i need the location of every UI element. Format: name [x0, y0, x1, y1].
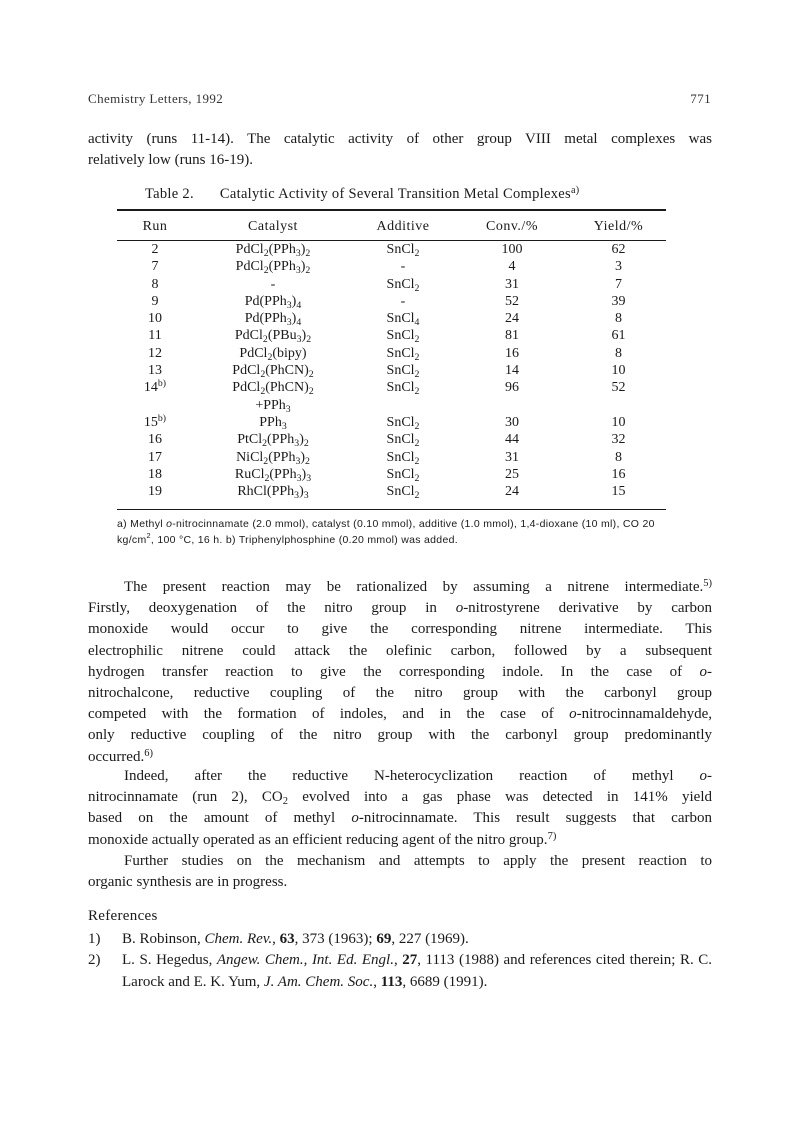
- col-additive: Additive: [376, 219, 430, 234]
- cell-additive: SnCl$_2$: [386, 276, 420, 294]
- cell-catalyst: $PdCl_2(PhCN)_2$: [232, 380, 314, 398]
- cell-conversion: 24: [505, 311, 519, 327]
- cell-catalyst: $RhCl(PPh_3)_3$: [237, 484, 309, 502]
- cell-conversion: 100: [501, 242, 523, 257]
- cell-catalyst: $PdCl_2(PPh_3)_2$: [235, 242, 311, 259]
- table-footnote: [117, 517, 666, 548]
- col-conversion: Conv./%: [486, 219, 538, 234]
- cell-yield: 10: [611, 363, 626, 379]
- text-line: occurred.$^{6)}$: [88, 747, 153, 765]
- cell-conversion: 96: [505, 380, 519, 396]
- table-row: [117, 362, 666, 379]
- table-row: [117, 397, 666, 414]
- table-row: [117, 379, 666, 396]
- paragraph-1: [88, 577, 712, 768]
- cell-additive: SnCl$_2$: [386, 345, 420, 363]
- text-line: monoxide would occur to give the corresponding nitrene intermediate. This: [88, 621, 712, 638]
- cell-yield: 61: [611, 328, 626, 344]
- cell-yield: 15: [611, 484, 626, 500]
- text-line: relatively low (runs 16-19).: [88, 152, 253, 169]
- table-row: [117, 276, 666, 293]
- table-row: [117, 483, 666, 500]
- table-row: [117, 345, 666, 362]
- text-line: competed with the formation of indoles, and in the case of o-nitrocinnamaldehyde,: [88, 706, 712, 723]
- catalyst-table: [117, 213, 666, 500]
- paragraph-3: [88, 851, 712, 893]
- cell-yield: [571, 397, 666, 414]
- cell-additive: -: [400, 293, 406, 309]
- table-row: [117, 449, 666, 466]
- cell-run: 16: [148, 432, 162, 448]
- cell-run: 14$^{b)}$: [143, 378, 167, 396]
- cell-catalyst: +PPh$_3$: [255, 397, 291, 415]
- intro-paragraph: [88, 129, 712, 171]
- cell-run: 12: [148, 345, 162, 361]
- cell-catalyst: $Pd(PPh_3)_4$: [244, 311, 302, 329]
- cell-yield: 3: [615, 259, 622, 275]
- cell-yield: 39: [611, 293, 626, 309]
- col-yield: Yield/%: [593, 219, 644, 234]
- cell-additive: -: [400, 259, 406, 275]
- cell-yield: 52: [611, 380, 626, 396]
- page-number: 771: [690, 91, 711, 106]
- cell-yield: 62: [611, 242, 626, 257]
- cell-catalyst: -: [270, 276, 276, 292]
- cell-run: [117, 397, 193, 414]
- table-title: Catalytic Activity of Several Transition Metal Complexes: [219, 186, 571, 202]
- cell-conversion: 52: [505, 293, 519, 309]
- paragraph-2: [88, 766, 712, 851]
- table-header-row: [117, 213, 666, 241]
- cell-yield: 8: [615, 311, 622, 327]
- cell-yield: 32: [611, 432, 626, 448]
- cell-conversion: 25: [505, 466, 519, 482]
- cell-conversion: [453, 397, 571, 414]
- text-line: nitrocinnamate (run 2), $CO_2$ evolved into a gas phase was detected in 141% yield: [88, 789, 712, 808]
- cell-run: 2: [151, 242, 159, 257]
- text-line: nitrochalcone, reductive coupling of the nitro group with the carbonyl group: [88, 685, 712, 702]
- cell-catalyst: $PdCl_2(PPh_3)_2$: [235, 259, 311, 277]
- cell-yield: 10: [611, 414, 626, 430]
- reference-text: B. Robinson, Chem. Rev., 63, 373 (1963); 69, 227 (1969).: [122, 931, 469, 947]
- cell-yield: 16: [611, 466, 626, 482]
- table-top-rule: [117, 209, 666, 211]
- cell-additive: SnCl$_2$: [386, 484, 420, 502]
- cell-run: 7: [151, 259, 159, 275]
- cell-yield: 8: [615, 345, 622, 361]
- cell-catalyst: $NiCl_2(PPh_3)_2$: [236, 449, 310, 467]
- reference-number: 1): [88, 931, 101, 947]
- table-caption: [145, 186, 579, 203]
- table-row: [117, 431, 666, 448]
- cell-additive: SnCl$_4$: [386, 311, 420, 329]
- cell-run: 10: [148, 311, 162, 327]
- cell-additive: [353, 397, 453, 414]
- reference-number: 2): [88, 952, 101, 968]
- text-line: hydrogen transfer reaction to give the corresponding indole. In the case of o-: [88, 663, 712, 680]
- cell-yield: 7: [615, 276, 622, 292]
- text-line: Firstly, deoxygenation of the nitro group in o-nitrostyrene derivative by carbon: [88, 600, 713, 617]
- cell-additive: SnCl$_2$: [386, 466, 420, 484]
- cell-run: 18: [148, 466, 162, 482]
- table-row: [117, 293, 666, 310]
- cell-additive: SnCl$_2$: [386, 432, 420, 450]
- reference-2: [88, 950, 712, 994]
- table-row: [117, 241, 666, 258]
- text-line: The present reaction may be rationalized by assuming a nitrene intermediate.$^{5)}$: [124, 578, 712, 595]
- table-number: Table 2.: [145, 186, 194, 202]
- cell-conversion: 16: [505, 345, 519, 361]
- cell-catalyst: $PtCl_2(PPh_3)_2$: [237, 432, 309, 450]
- table-row: [117, 414, 666, 431]
- cell-conversion: 44: [505, 432, 519, 448]
- col-catalyst: Catalyst: [248, 219, 298, 234]
- run-note: b): [157, 412, 167, 424]
- cell-additive: SnCl$_2$: [386, 414, 420, 432]
- text-line: monoxide actually operated as an efficient reducing agent of the nitro group.$^{7)}$: [88, 830, 557, 848]
- cell-additive: SnCl$_2$: [386, 449, 420, 467]
- cell-conversion: 81: [505, 328, 519, 344]
- text-line: Indeed, after the reductive N-heterocyclization reaction of methyl o-: [124, 768, 712, 784]
- cell-run: 11: [148, 328, 162, 344]
- cell-conversion: 24: [505, 484, 519, 500]
- cell-catalyst: $PdCl_2(PhCN)_2$: [232, 363, 314, 381]
- cell-catalyst: PdCl$_2$(bipy): [239, 345, 307, 363]
- text-line: organic synthesis are in progress.: [88, 874, 288, 891]
- cell-run: 15$^{b)}$: [143, 412, 167, 430]
- cell-run: 9: [151, 293, 159, 309]
- cell-conversion: 14: [505, 363, 519, 379]
- cell-conversion: 30: [505, 414, 519, 430]
- cell-run: 13: [148, 363, 162, 379]
- footnote-a: a) Methyl o-nitrocinnamate (2.0 mmol), catalyst (0.10 mmol), additive (1.0 mmol), 1,4-dioxane (10 ml), CO 20 $kg/cm^2$, 100 °C, 16 h.: [117, 518, 655, 546]
- table-row: [117, 327, 666, 344]
- footnote-b: b) Triphenylphosphine (0.20 mmol) was added.: [225, 533, 458, 546]
- table-row: [117, 310, 666, 327]
- text-line: Further studies on the mechanism and attempts to apply the present reaction to: [124, 853, 712, 869]
- cell-catalyst: $Pd(PPh_3)_4$: [244, 293, 302, 311]
- text-line: based on the amount of methyl o-nitrocinnamate. This result suggests that carbon: [88, 810, 712, 827]
- cell-additive: SnCl$_2$: [386, 380, 420, 398]
- cell-additive: SnCl$_2$: [386, 328, 420, 346]
- reference-text: L. S. Hegedus, Angew. Chem., Int. Ed. Engl., 27, 1113 (1988) and references cited therein; R. C. Larock and E. K. Yum, J. Am. Chem. Soc., 113, 6689 (1991).: [122, 952, 712, 990]
- cell-conversion: 31: [505, 276, 519, 292]
- table-row: [117, 466, 666, 483]
- col-run: Run: [142, 219, 168, 234]
- cell-additive: SnCl$_2$: [386, 363, 420, 381]
- cell-run: 8: [151, 276, 159, 292]
- cell-yield: 8: [615, 449, 622, 465]
- cell-run: 19: [148, 484, 162, 500]
- cell-catalyst: PPh$_3$: [259, 414, 287, 432]
- table-title-note: a): [570, 185, 580, 196]
- cell-conversion: 31: [505, 449, 519, 465]
- text-line: activity (runs 11-14). The catalytic activity of other group VIII metal complexes was: [88, 131, 712, 147]
- cell-catalyst: $PdCl_2(PBu_3)_2$: [234, 328, 312, 346]
- cell-additive: SnCl$_2$: [386, 242, 420, 259]
- cell-run: 17: [148, 449, 162, 465]
- table-row: [117, 258, 666, 275]
- cell-catalyst: $RuCl_2(PPh_3)_3$: [234, 466, 312, 484]
- running-header-journal: Chemistry Letters, 1992: [88, 91, 224, 106]
- table-bottom-rule: [117, 509, 666, 510]
- text-line: only reductive coupling of the nitro group with the carbonyl group predominantly: [88, 727, 712, 744]
- run-note: b): [157, 378, 167, 390]
- references-heading: References: [88, 908, 158, 924]
- text-line: electrophilic nitrene could attack the olefinic carbon, followed by a subsequent: [88, 642, 712, 659]
- cell-conversion: 4: [508, 259, 516, 275]
